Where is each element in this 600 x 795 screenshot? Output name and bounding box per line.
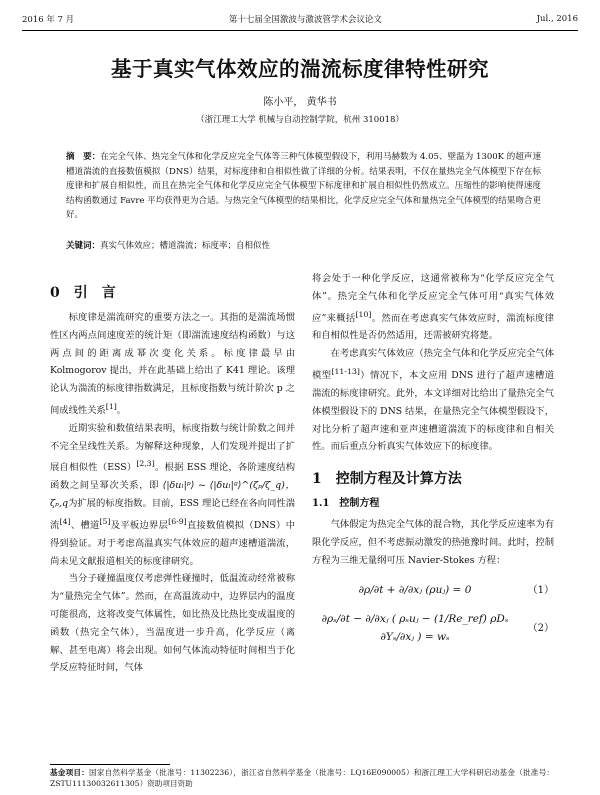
- running-header: [22, 11, 578, 27]
- intro-paragraph-3: 当分子碰撞温度仅考虑弹性碰撞时，低温流动经常被称为“量热完全气体”。然而，在高温流动中，边界层内的温度可能很高，这将改变气体属性，如比热及比热比变成温度的函数（热完全气体），当温度进一步升高，化学反应（离解、甚至电离）将会出现。如何气体流动特征时间相当于化学反应特征时间，气体: [50, 573, 295, 674]
- keywords: [66, 239, 541, 251]
- ess-formula: ⟨|δuₗ|ᵖ⟩ ~ ⟨|δuₗ|ᵍ⟩^(ζₚ/ζ_q)，ζₚ,q: [50, 480, 295, 510]
- subsection-heading-equations: 1.1 控制方程: [312, 498, 380, 510]
- section-heading-intro: 0 引 言: [50, 285, 116, 301]
- citation: [10]: [355, 309, 372, 319]
- section-heading-method: 1 控制方程及计算方法: [312, 471, 462, 488]
- equation-2-number: （2）: [527, 622, 554, 634]
- citation: [5]: [99, 516, 111, 526]
- keywords-text: 真实气体效应；槽道湍流；标度率；自相似性: [100, 241, 271, 251]
- paper-title: 基于真实气体效应的湍流标度律特性研究: [111, 57, 489, 81]
- header-date: 2016 年 7 月: [22, 15, 75, 25]
- equation-1-formula: ∂ρ/∂t + ∂/∂xⱼ (ρuⱼ) = 0: [358, 583, 472, 596]
- abstract-label: 摘 要：: [66, 152, 101, 162]
- intro-paragraph-1: 标度律是湍流研究的重要方法之一。其指的是湍流场惯性区内两点间速度差的统计矩（即湍流速度结构函数）与这两点间的距离成幂次变化关系。标度律最早由 Kolmogorov 提出，并在此基础上给出了 K41 理论。该理论认为湍流的标度律指数满足，且标度指数与统计阶次 p 之间成线性关系[1]。: [50, 312, 295, 417]
- footnote-rule: [50, 764, 170, 765]
- citation: [4]: [59, 516, 71, 526]
- citation: [2,3]: [136, 459, 155, 469]
- abstract-text: 在完全气体、热完全气体和化学反应完全气体等三种气体模型假设下，利用马赫数为 4.05、壁温为 1300K 的超声速槽道湍流的直接数值模拟（DNS）结果，对标度律和自相似性做了详细的分析。结果表明，不仅在量热完全气体模型下存在标度律和扩展自相似性，而且在热完全气体和化学反应完全气体模型下标度律和扩展自相似性仍然成立。压缩性的影响使得速度结构函数通过 Favre 平均获得更为合适。与热完全气体模型的结果相比，化学反应完全气体和量热完全气体模型的结果吻合更好。: [66, 152, 541, 221]
- equation-2: [312, 612, 554, 646]
- right-column: [312, 270, 554, 650]
- header-conference: 第十七届全国激波与激波管学术会议论文: [228, 15, 382, 25]
- citation: [11-13]: [331, 367, 360, 377]
- abstract: [66, 150, 541, 223]
- footnote-text: 国家自然科学基金（批准号：11302236），浙江省自然科学基金（批准号：LQ16E090005）和浙江理工大学科研启动基金（批准号：ZSTU11130032611305）资助项目资助: [50, 768, 555, 788]
- citation: [1]: [105, 401, 117, 411]
- intro-paragraph-5: 在考虑真实气体效应（热完全气体和化学反应完全气体模型[11-13]）情况下，本文应用 DNS 进行了超声速槽道湍流的标度律研究。此外，本文详细对比给出了量热完全气体模型假设下的 DNS 结果，在量热完全气体模型假设下，对比分析了超声速和亚声速槽道湍流下的标度律和自相关性。而后重点分析真实气体效应下的标度律。: [312, 348, 554, 453]
- affiliation: （浙江理工大学 机械与自动控制学院，杭州 310018）: [196, 115, 404, 125]
- keywords-label: 关键词：: [66, 241, 101, 251]
- header-date-en: Jul., 2016: [536, 14, 578, 24]
- header-rule: [22, 30, 578, 31]
- author-list: 陈小平， 黄华书: [263, 97, 337, 108]
- footnote-label: 基金项目：: [50, 768, 90, 777]
- funding-footnote: [50, 767, 554, 789]
- equation-1: [312, 574, 554, 608]
- equation-2-formula: ∂ρₛ/∂t − ∂/∂xⱼ ( ρₛuⱼ − (1/Re_ref) ρDₛ ∂Yₛ/∂xⱼ ) = wₛ: [321, 612, 509, 643]
- intro-paragraph-4: 将会处于一种化学反应，这通常被称为“化学反应完全气体”。热完全气体和化学反应完全气体可用“真实气体效应”来概括[10]。然而在考虑真实气体效应时，湍流标度律和自相似性是否仍然适用，还需被研究将楚。: [312, 273, 554, 342]
- intro-paragraph-2: 近期实验和数值结果表明，标度指数与统计阶数之间并不完全呈线性关系。为解释这种现象，人们发现并提出了扩展自相似性（ESS）[2,3]。根据 ESS 理论，各阶速度结构函数之间呈幂次关系，即 ⟨|δuₗ|ᵖ⟩ ~ ⟨|δuₗ|ᵍ⟩^(ζₚ/ζ_q)，ζₚ,q为扩展的标度指数。目前，ESS 理论已经在各向同性湍流[4]、槽道[5]及平板边界层[6-9]直接数值模拟（DNS）中得到验证。对于考虑高温真实气体效应的超声速槽道湍流，尚未见文献报道相关的标度律研究。: [50, 422, 295, 567]
- method-paragraph-1: 气体假定为热完全气体的混合物，其化学反应速率为有限化学反应，但不考虑振动激发的热弛豫时间。此时，控制方程为三维无量纲可压 Navier-Stokes 方程：: [312, 519, 554, 566]
- equation-1-number: （1）: [527, 584, 554, 596]
- left-column: [50, 270, 295, 677]
- citation: [6-9]: [168, 516, 187, 526]
